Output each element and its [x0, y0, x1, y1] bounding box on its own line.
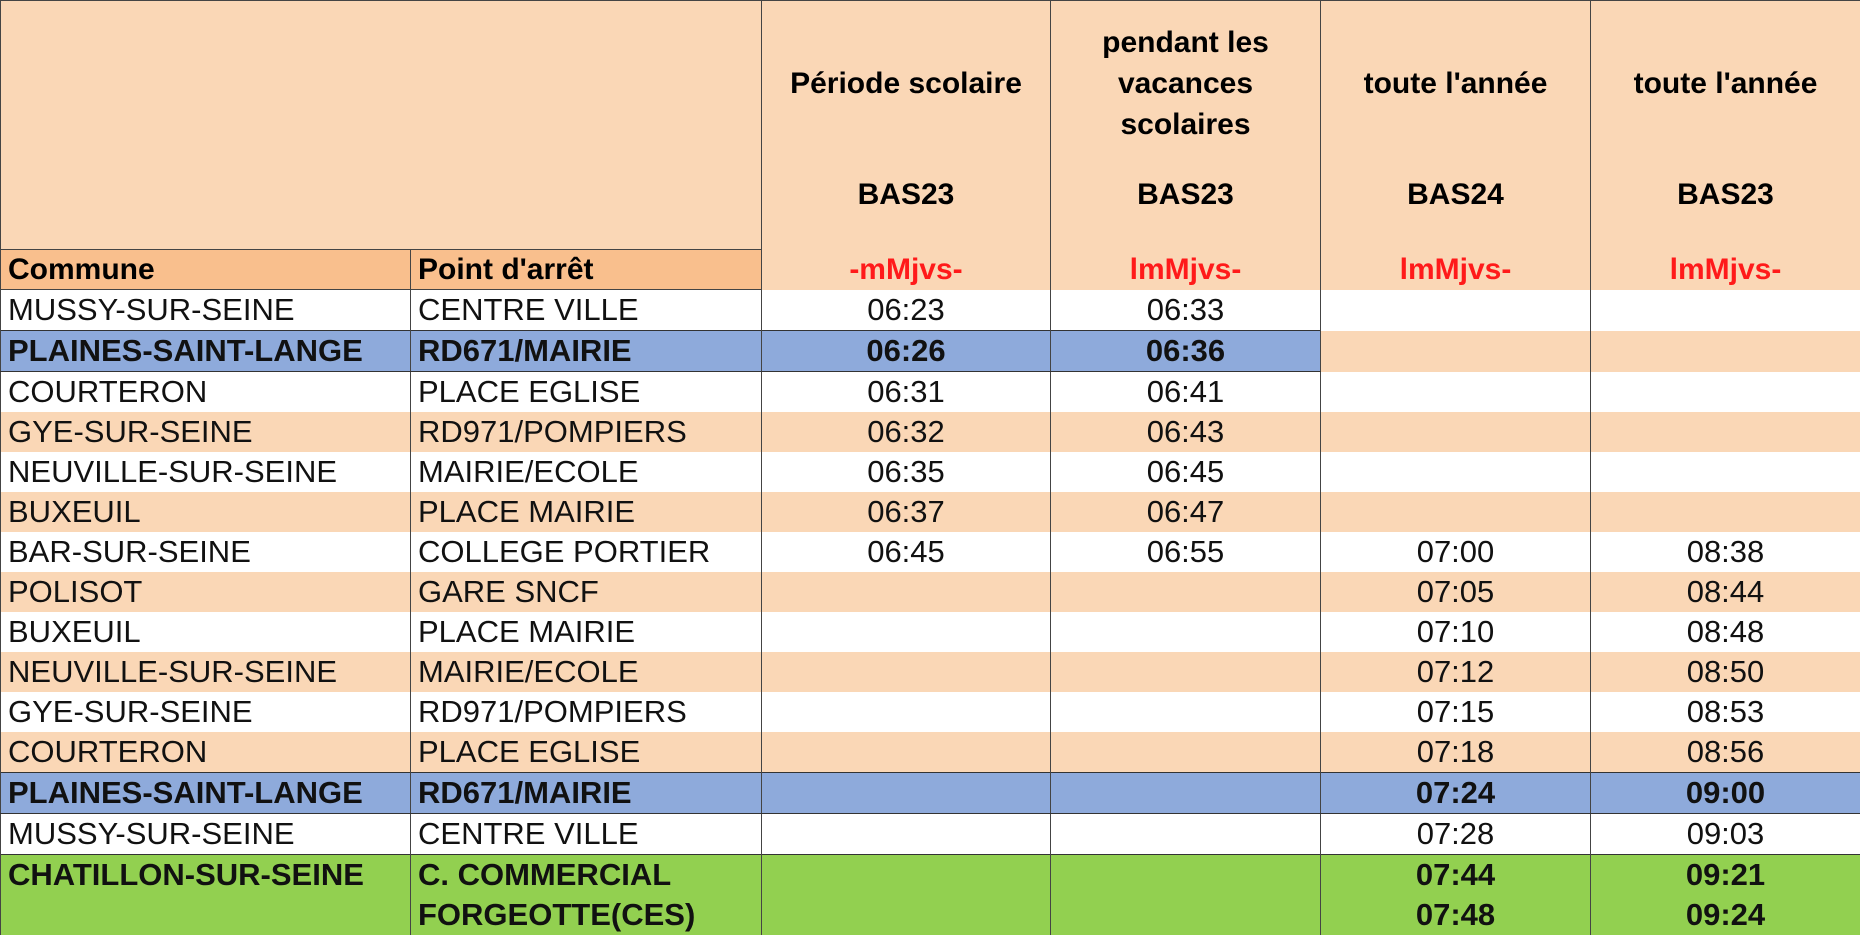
time-cell [1051, 692, 1321, 732]
column-header-2 [1051, 1, 1321, 250]
time-cell [1321, 372, 1591, 413]
stop-cell: PLACE EGLISE [411, 732, 762, 773]
stop-cell: PLACE MAIRIE [411, 492, 762, 532]
table-row [1, 773, 1860, 814]
commune-cell: PLAINES-SAINT-LANGE [1, 773, 411, 814]
table-row [1, 572, 1860, 612]
stop-cell: PLACE EGLISE [411, 372, 762, 413]
time-cell: 06:26 [762, 331, 1051, 372]
time-cell: 06:43 [1051, 412, 1321, 452]
table-row [1, 372, 1860, 413]
commune-cell: COURTERON [1, 372, 411, 413]
stop-cell: RD671/MAIRIE [411, 773, 762, 814]
commune-cell [1, 895, 411, 935]
time-cell [1591, 372, 1860, 413]
time-cell [1051, 855, 1321, 896]
time-cell: 08:56 [1591, 732, 1860, 773]
period-label: vacances [1117, 67, 1254, 100]
commune-cell: POLISOT [1, 572, 411, 612]
period-label: Période scolaire [790, 67, 1022, 100]
time-cell: 09:00 [1591, 773, 1860, 814]
time-cell: 06:45 [1051, 452, 1321, 492]
time-cell: 08:53 [1591, 692, 1860, 732]
time-cell [1051, 814, 1321, 855]
commune-cell: MUSSY-SUR-SEINE [1, 814, 411, 855]
time-cell [762, 572, 1051, 612]
time-cell: 06:31 [762, 372, 1051, 413]
time-cell: 06:32 [762, 412, 1051, 452]
time-cell: 07:10 [1321, 612, 1591, 652]
table-row [1, 732, 1860, 773]
commune-cell: COURTERON [1, 732, 411, 773]
period-label: toute l'année [1633, 67, 1818, 100]
operating-days: lmMjvs- [1051, 250, 1321, 290]
commune-cell: NEUVILLE-SUR-SEINE [1, 652, 411, 692]
time-cell [1051, 652, 1321, 692]
stop-cell: CENTRE VILLE [411, 814, 762, 855]
operating-days: lmMjvs- [1321, 250, 1591, 290]
commune-cell: BAR-SUR-SEINE [1, 532, 411, 572]
time-cell: 07:15 [1321, 692, 1591, 732]
time-cell: 06:37 [762, 492, 1051, 532]
commune-cell: GYE-SUR-SEINE [1, 412, 411, 452]
time-cell: 06:33 [1051, 290, 1321, 331]
table-row [1, 612, 1860, 652]
time-cell: 07:00 [1321, 532, 1591, 572]
operating-days: -mMjvs- [762, 250, 1051, 290]
time-cell: 07:48 [1321, 895, 1591, 935]
table-row [1, 331, 1860, 372]
time-cell: 07:18 [1321, 732, 1591, 773]
time-cell: 06:23 [762, 290, 1051, 331]
time-cell [1051, 732, 1321, 773]
stop-cell: MAIRIE/ECOLE [411, 452, 762, 492]
time-cell: 07:12 [1321, 652, 1591, 692]
stop-header: Point d'arrêt [411, 250, 762, 290]
period-label: pendant les [1102, 26, 1269, 59]
time-cell [1591, 331, 1860, 372]
line-code: BAS24 [1407, 178, 1504, 211]
time-cell [1321, 290, 1591, 331]
stop-cell: RD971/POMPIERS [411, 412, 762, 452]
commune-cell: PLAINES-SAINT-LANGE [1, 331, 411, 372]
column-header-1 [762, 1, 1051, 250]
stop-cell: COLLEGE PORTIER [411, 532, 762, 572]
commune-cell: BUXEUIL [1, 612, 411, 652]
time-cell: 08:44 [1591, 572, 1860, 612]
time-cell [1051, 773, 1321, 814]
time-cell [1591, 492, 1860, 532]
line-code: BAS23 [857, 178, 955, 211]
time-cell: 06:47 [1051, 492, 1321, 532]
time-cell [762, 814, 1051, 855]
period-label: toute l'année [1363, 67, 1548, 100]
column-header-3 [1321, 1, 1591, 250]
time-cell [762, 692, 1051, 732]
time-cell [1321, 492, 1591, 532]
table-row [1, 492, 1860, 532]
stop-cell: MAIRIE/ECOLE [411, 652, 762, 692]
time-cell [1591, 290, 1860, 331]
table-row [1, 814, 1860, 855]
stop-cell: GARE SNCF [411, 572, 762, 612]
time-cell [1591, 452, 1860, 492]
column-header-4 [1591, 1, 1860, 250]
time-cell: 08:48 [1591, 612, 1860, 652]
table-row [1, 290, 1860, 331]
time-cell: 06:55 [1051, 532, 1321, 572]
time-cell [762, 895, 1051, 935]
table-row [1, 652, 1860, 692]
stop-cell: PLACE MAIRIE [411, 612, 762, 652]
table-row [1, 692, 1860, 732]
time-cell [1321, 452, 1591, 492]
operating-days: lmMjvs- [1591, 250, 1860, 290]
time-cell [762, 855, 1051, 896]
time-cell [1051, 612, 1321, 652]
time-cell: 08:50 [1591, 652, 1860, 692]
stop-cell: RD971/POMPIERS [411, 692, 762, 732]
period-label: scolaires [1120, 108, 1251, 141]
time-cell [1051, 572, 1321, 612]
commune-cell: CHATILLON-SUR-SEINE [1, 855, 411, 896]
line-code: BAS23 [1677, 178, 1774, 211]
time-cell: 09:24 [1591, 895, 1860, 935]
line-code: BAS23 [1137, 178, 1234, 211]
time-cell [762, 732, 1051, 773]
commune-header: Commune [1, 250, 411, 290]
time-cell: 06:35 [762, 452, 1051, 492]
time-cell: 06:45 [762, 532, 1051, 572]
time-cell: 07:24 [1321, 773, 1591, 814]
stop-cell: RD671/MAIRIE [411, 331, 762, 372]
table-row [1, 532, 1860, 572]
table-row [1, 895, 1860, 935]
table-row [1, 412, 1860, 452]
time-cell: 07:05 [1321, 572, 1591, 612]
commune-cell: MUSSY-SUR-SEINE [1, 290, 411, 331]
time-cell [1591, 412, 1860, 452]
time-cell: 07:44 [1321, 855, 1591, 896]
time-cell [762, 612, 1051, 652]
commune-cell: NEUVILLE-SUR-SEINE [1, 452, 411, 492]
stop-cell: FORGEOTTE(CES) [411, 895, 762, 935]
time-cell [762, 773, 1051, 814]
table-row [1, 452, 1860, 492]
time-cell: 09:03 [1591, 814, 1860, 855]
time-cell: 07:28 [1321, 814, 1591, 855]
time-cell [1051, 895, 1321, 935]
table-row [1, 855, 1860, 896]
time-cell [1321, 412, 1591, 452]
time-cell: 08:38 [1591, 532, 1860, 572]
commune-cell: BUXEUIL [1, 492, 411, 532]
header-blank-cell [1, 1, 762, 250]
stop-cell: C. COMMERCIAL [411, 855, 762, 896]
time-cell [1321, 331, 1591, 372]
time-cell: 06:36 [1051, 331, 1321, 372]
stop-cell: CENTRE VILLE [411, 290, 762, 331]
time-cell [762, 652, 1051, 692]
time-cell: 06:41 [1051, 372, 1321, 413]
commune-cell: GYE-SUR-SEINE [1, 692, 411, 732]
time-cell: 09:21 [1591, 855, 1860, 896]
